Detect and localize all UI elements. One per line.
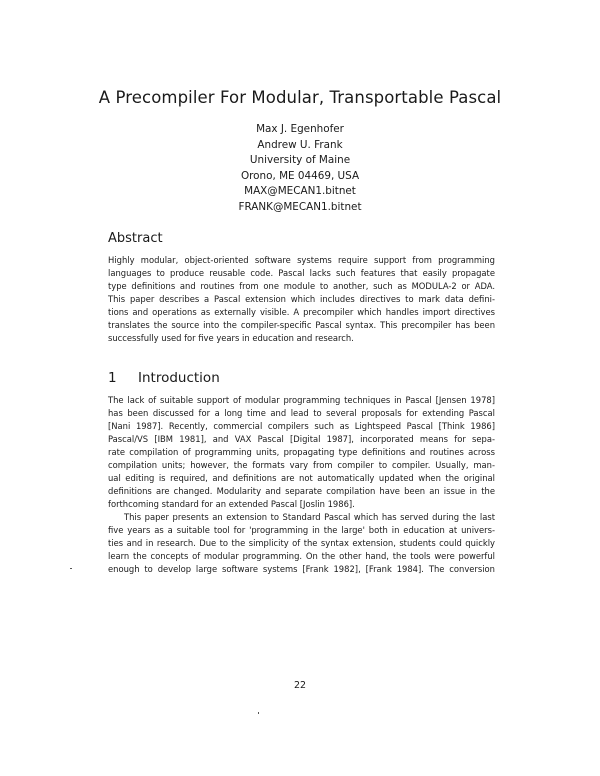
introduction-body	[108, 394, 495, 576]
author-email: MAX@MECAN1.bitnet	[244, 185, 356, 197]
body-line: The lack of suitable support of modular programming techniques in Pascal [Jensen 1978]	[108, 395, 495, 405]
abstract-line: This paper describes a Pascal extension which includes directives to mark data defini-	[108, 294, 495, 304]
section-number: 1	[108, 370, 117, 386]
author-address: Orono, ME 04469, USA	[240, 169, 360, 182]
body-line: enough to develop large software systems [Frank 1982], [Frank 1984]. The conversion	[108, 564, 495, 574]
body-line: has been discussed for a long time and lead to several proposals for extending Pascal	[108, 408, 495, 418]
scan-speck	[70, 568, 72, 569]
author-block	[0, 122, 600, 215]
abstract-line: successfully used for five years in education and research.	[108, 333, 354, 343]
abstract-line: Highly modular, object-oriented software systems require support from programming	[108, 255, 495, 265]
abstract-line: languages to produce reusable code. Pascal lacks such features that easily propagate	[108, 268, 495, 278]
body-line: [Nani 1987]. Recently, commercial compilers such as Lightspeed Pascal [Think 1986]	[108, 421, 495, 431]
body-line: five years as a suitable tool for 'programming in the large' both in education at univers-	[108, 525, 495, 535]
body-line: rate compilation of programming units, propagating type definitions and routines across	[108, 447, 495, 457]
abstract-heading: Abstract	[108, 231, 163, 246]
author-email: FRANK@MECAN1.bitnet	[238, 200, 362, 213]
abstract-line: tions and operations as externally visible. A precompiler which handles import directives	[108, 307, 495, 317]
body-line: forthcoming standard for an extended Pascal [Joslin 1986].	[108, 499, 355, 509]
author-name: Max J. Egenhofer	[256, 123, 344, 135]
abstract-line: translates the source into the compiler-specific Pascal syntax. This precompiler has been	[108, 320, 495, 330]
body-line: This paper presents an extension to Standard Pascal which has served during the last	[124, 512, 495, 522]
body-line: ties and in research. Due to the simplicity of the syntax extension, students could quickly	[108, 538, 495, 548]
author-name: Andrew U. Frank	[257, 138, 343, 151]
abstract-line: type definitions and routines from one module to another, such as MODULA-2 or ADA.	[108, 281, 495, 291]
body-line: definitions are changed. Modularity and separate compilation have been an issue in the	[108, 486, 495, 496]
author-affiliation: University of Maine	[249, 154, 351, 166]
scan-speck	[258, 712, 259, 714]
body-line: compilation units; however, the formats vary from compiler to compiler. Usually, man-	[108, 460, 495, 470]
section-heading	[108, 370, 220, 386]
body-line: ual editing is required, and definitions are not automatically updated when the original	[108, 473, 495, 483]
page-number: 22	[293, 680, 307, 691]
body-line: learn the concepts of modular programming. On the other hand, the tools were powerful	[108, 551, 495, 561]
paper-title: A Precompiler For Modular, Transportable Pascal	[98, 88, 502, 107]
body-line: Pascal/VS [IBM 1981], and VAX Pascal [Digital 1987], incorporated means for sepa-	[108, 434, 495, 444]
abstract-body	[108, 254, 495, 345]
section-title: Introduction	[138, 370, 220, 386]
